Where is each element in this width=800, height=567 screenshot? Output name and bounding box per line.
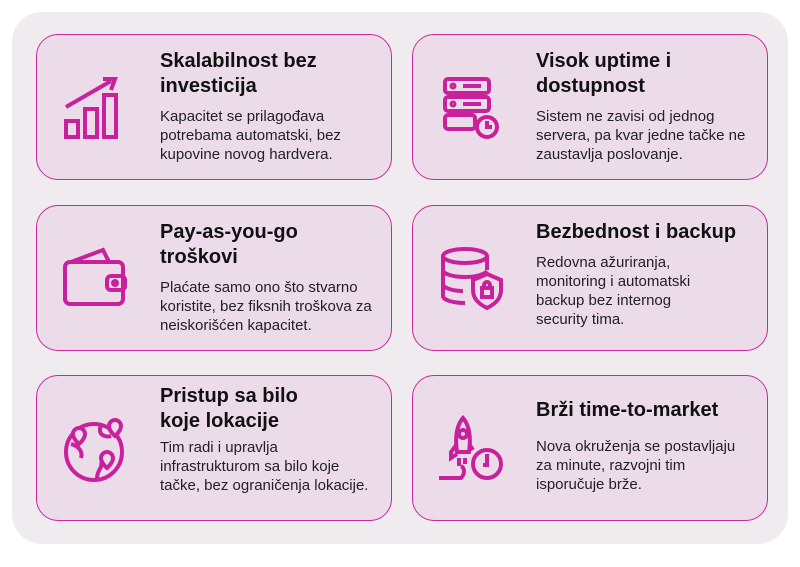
card-description: Kapacitet se prilagođava potrebama automatski, bez kupovine novog hardvera. <box>160 108 341 163</box>
card-title: Visok uptime i dostupnost <box>536 50 672 97</box>
card-title: Skalabilnost bez investicija <box>160 50 317 97</box>
feature-card-ttm <box>412 375 768 521</box>
server-clock-icon <box>437 73 507 143</box>
card-title: Pay-as-you-go troškovi <box>160 221 298 268</box>
feature-card-payg <box>36 205 392 351</box>
card-title: Bezbednost i backup <box>536 221 737 243</box>
card-description: Tim radi i upravlja infrastrukturom sa bilo koje tačke, bez ograničenja lokacije. <box>160 439 369 494</box>
globe-pins-icon <box>61 414 131 484</box>
feature-card-security <box>412 205 768 351</box>
feature-card-access <box>36 375 392 521</box>
card-title: Brži time-to-market <box>536 399 719 421</box>
feature-card-uptime <box>412 34 768 180</box>
database-shield-icon <box>437 244 507 314</box>
card-title: Pristup sa bilo koje lokacije <box>160 385 298 432</box>
features-panel <box>12 12 788 544</box>
card-description: Redovna ažuriranja, monitoring i automatski backup bez internog security tima. <box>536 254 691 328</box>
card-description: Nova okruženja se postavljaju za minute, razvojni tim isporučuje brže. <box>536 438 736 493</box>
card-description: Sistem ne zavisi od jednog servera, pa kvar jedne tačke ne zaustavlja poslovanje. <box>536 108 746 163</box>
growth-chart-icon <box>61 73 131 143</box>
card-description: Plaćate samo ono što stvarno koristite, bez fiksnih troškova za neiskorišćen kapacitet. <box>160 279 372 334</box>
feature-card-scalability <box>36 34 392 180</box>
wallet-icon <box>61 244 131 314</box>
rocket-clock-icon <box>437 414 507 484</box>
